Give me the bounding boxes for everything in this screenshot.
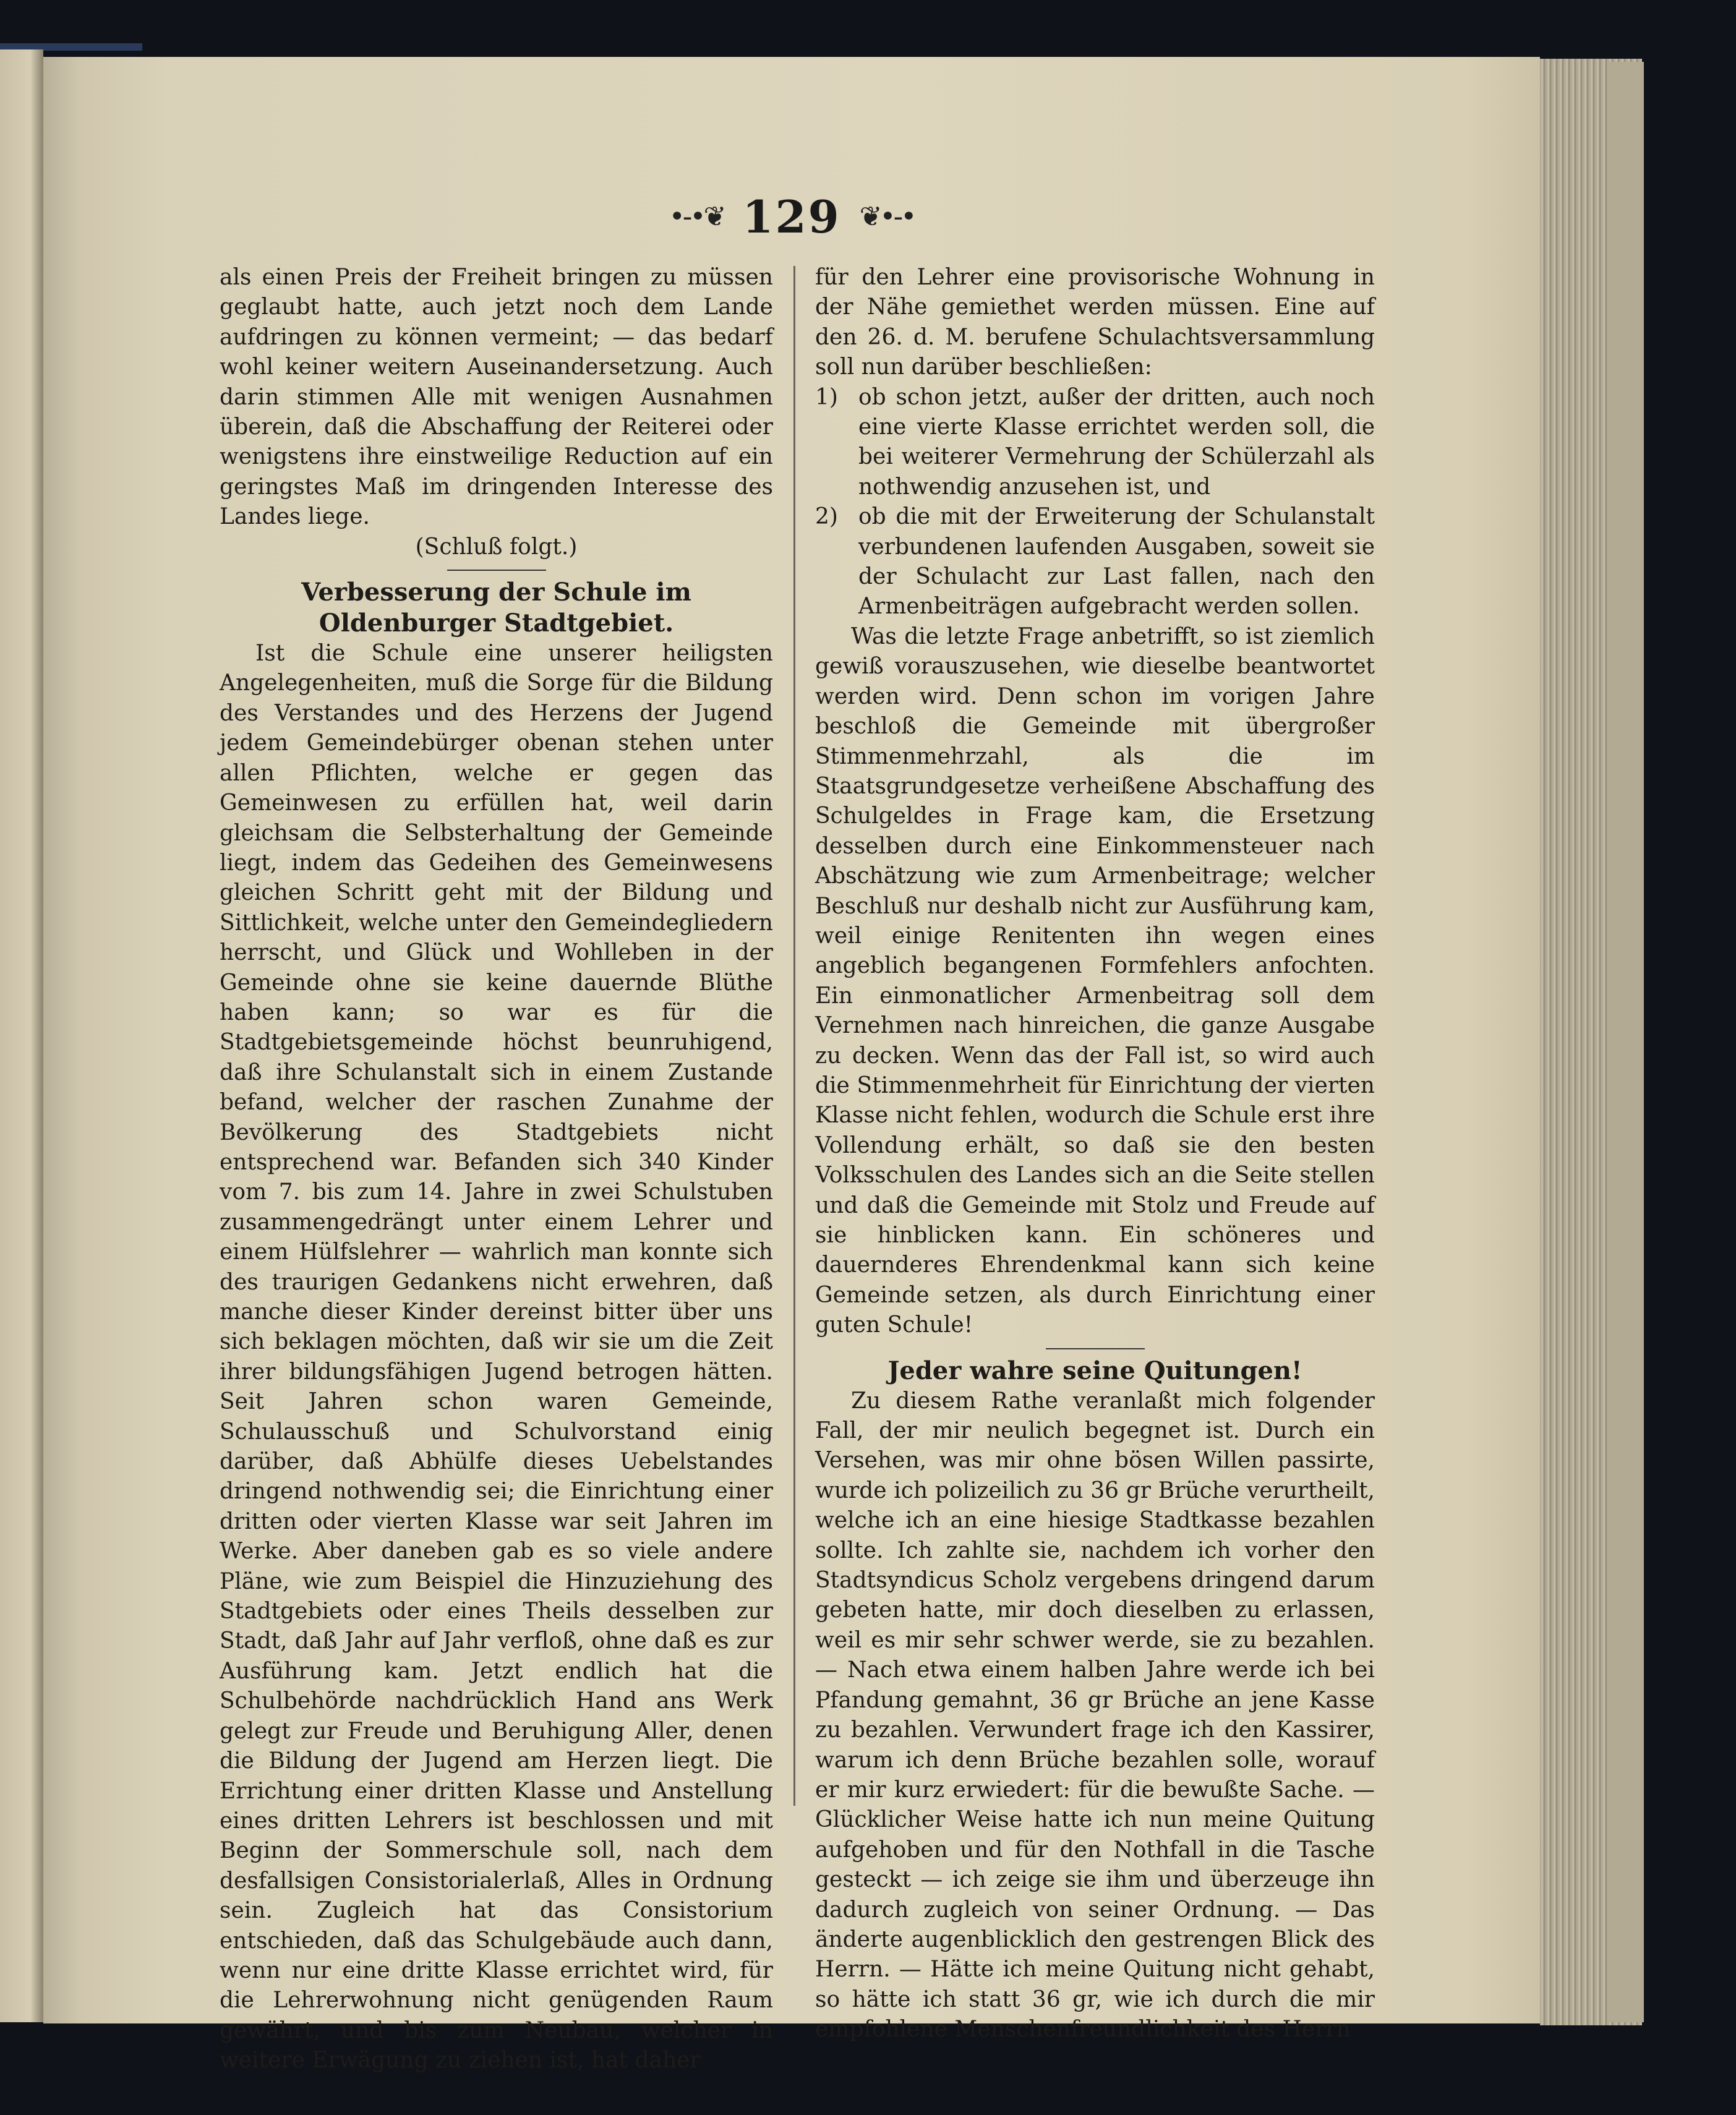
- page-number: 129: [742, 190, 841, 243]
- section-divider: [1046, 1348, 1145, 1349]
- right-column: [815, 263, 1375, 2045]
- page-header: [618, 186, 965, 247]
- ornament-left-icon: •-•❦: [669, 200, 724, 233]
- list-item: [815, 502, 1375, 622]
- right-intro-paragraph: für den Lehrer eine provisorische Wohnung in der Nähe gemiethet werden müssen. Eine auf den 26. d. M. berufene Schulachtsversammlung soll nun darüber beschließen:: [815, 265, 1375, 380]
- second-article-body: Zu diesem Rathe veranlaßt mich folgender Fall, der mir neulich begegnet ist. Durch ein Versehen, was mir ohne bösen Willen passirte, wurde ich polizeilich zu 36 gr Brüche verurtheilt, welche ich an eine hiesige Stadtkasse bezahlen sollte. Ich zahlte sie, nachdem ich vorher den Stadtsyndicus Scholz vergebens dringend darum gebeten hatte, mir doch dieselben zu erlassen, weil es mir sehr schwer werde, sie zu bezahlen. — Nach etwa einem halben Jahre werde ich bei Pfandung gemahnt, 36 gr Brüche an jene Kasse zu bezahlen. Verwundert frage ich den Kassirer, warum ich denn Brüche bezahlen solle, worauf er mir kurz erwiedert: für die bewußte Sache. — Glücklicher Weise hatte ich nun meine Quitung aufgehoben und für den Nothfall in die Tasche gesteckt — ich zeige sie ihm und überzeuge ihn dadurch zugleich von seiner Ordnung. — Das änderte augenblicklich den gestrengen Blick des Herrn. — Hätte ich meine Quitung nicht gehabt, so hätte ich statt 36 gr, wie ich durch die mir empfohlene Menschenfreundlichkeit des Herrn: [815, 1388, 1375, 2043]
- list-item-text: ob die mit der Erweiterung der Schulanstalt verbundenen laufenden Ausgaben, soweit sie der Schulacht zur Last fallen, nach den Armenbeiträgen aufgebracht werden sollen.: [858, 504, 1375, 620]
- article-heading: Verbesserung der Schule im Oldenburger Stadtgebiet.: [301, 578, 691, 638]
- list-item-number: 2): [815, 504, 838, 530]
- column-divider: [793, 266, 795, 1806]
- second-article-heading: Jeder wahre seine Quitungen!: [887, 1356, 1302, 1385]
- list-item: [815, 383, 1375, 503]
- right-body-paragraph: Was die letzte Frage anbetrifft, so ist ziemlich gewiß vorauszusehen, wie dieselbe beantwortet werden wird. Denn schon im vorigen Jahre beschloß die Gemeinde mit übergroßer Stimmenmehrzahl, als die im Staatsgrundgesetze verheißene Abschaffung des Schulgeldes in Frage kam, die Ersetzung desselben durch eine Einkommensteuer nach Abschätzung wie zum Armenbeitrage; welcher Beschluß nur deshalb nicht zur Ausführung kam, weil einige Renitenten ihn wegen eines angeblich begangenen Formfehlers anfochten. Ein einmonatlicher Armenbeitrag soll dem Vernehmen nach hinreichen, die ganze Ausgabe zu decken. Wenn das der Fall ist, so wird auch die Stimmenmehrheit für Einrichtung der vierten Klasse nicht fehlen, wodurch die Schule erst ihre Vollendung erhält, so daß sie den besten Volksschulen des Landes sich an die Seite stellen und daß die Gemeinde mit Stolz und Freude auf sie hinblicken kann. Ein schöneres und dauernderes Ehrendenkmal kann sich keine Gemeinde setzen, als durch Einrichtung einer guten Schule!: [815, 623, 1375, 1338]
- list-item-number: 1): [815, 384, 838, 410]
- left-intro-paragraph: als einen Preis der Freiheit bringen zu müssen geglaubt hatte, auch jetzt noch dem Lande aufdringen zu können vermeint; — das bedarf wohl keiner weitern Auseinandersetzung. Auch darin stimmen Alle mit wenigen Ausnahmen überein, daß die Abschaffung der Reiterei oder wenigstens ihre einstweilige Reduction auf ein geringstes Maß im dringenden Interesse des Landes liege.: [220, 265, 773, 530]
- ornament-right-icon: ❦•-•: [859, 200, 915, 233]
- continuation-note: (Schluß folgt.): [415, 534, 578, 560]
- section-divider: [447, 570, 546, 571]
- book-back-board: [1608, 62, 1644, 2022]
- left-column: [220, 263, 773, 2076]
- list-item-text: ob schon jetzt, außer der dritten, auch noch eine vierte Klasse errichtet werden soll, die bei weiterer Vermehrung der Schülerzahl als nothwendig anzusehen ist, und: [858, 384, 1375, 500]
- article-body: Ist die Schule eine unserer heiligsten Angelegenheiten, muß die Sorge für die Bildung des Verstandes und des Herzens der Jugend jedem Gemeindebürger obenan stehen unter allen Pflichten, welche er gegen das Gemeinwesen zu erfüllen hat, weil darin gleichsam die Selbsterhaltung der Gemeinde liegt, indem das Gedeihen des Gemeinwesens gleichen Schritt geht mit der Bildung und Sittlichkeit, welche unter den Gemeindegliedern herrscht, und Glück und Wohlleben in der Gemeinde ohne sie keine dauernde Blüthe haben kann; so war es für die Stadtgebietsgemeinde höchst beunruhigend, daß ihre Schulanstalt sich in einem Zustande befand, welcher der raschen Zunahme der Bevölkerung des Stadtgebiets nicht entsprechend war. Befanden sich 340 Kinder vom 7. bis zum 14. Jahre in zwei Schulstuben zusammengedrängt unter einem Lehrer und einem Hülfslehrer — wahrlich man konnte sich des traurigen Gedankens nicht erwehren, daß manche dieser Kinder dereinst bitter über uns sich beklagen möchten, daß wir sie um die Zeit ihrer bildungsfähigen Jugend betrogen hätten. Seit Jahren schon waren Gemeinde, Schulausschuß und Schulvorstand einig darüber, daß Abhülfe dieses Uebelstandes dringend nothwendig sei; die Einrichtung einer dritten oder vierten Klasse war seit Jahren im Werke. Aber daneben gab es so viele andere Pläne, wie zum Beispiel die Hinzuziehung des Stadtgebiets oder eines Theils desselben zur Stadt, daß Jahr auf Jahr verfloß, ohne daß es zur Ausführung kam. Jetzt endlich hat die Schulbehörde nachdrücklich Hand ans Werk gelegt zur Freude und Beruhigung Aller, denen die Bildung der Jugend am Herzen liegt. Die Errichtung einer dritten Klasse und Anstellung eines dritten Lehrers ist beschlossen und mit Beginn der Sommerschule soll, nach dem desfallsigen Consistorialerlaß, Alles in Ordnung sein. Zugleich hat das Consistorium entschieden, daß das Schulgebäude auch dann, wenn nur eine dritte Klasse errichtet wird, für die Lehrerwohnung nicht genügenden Raum gewährt, und bis zum Neubau, welcher in weitere Erwägung zu ziehen ist, hat daher: [220, 641, 773, 2074]
- facing-page-edge: [0, 49, 43, 2022]
